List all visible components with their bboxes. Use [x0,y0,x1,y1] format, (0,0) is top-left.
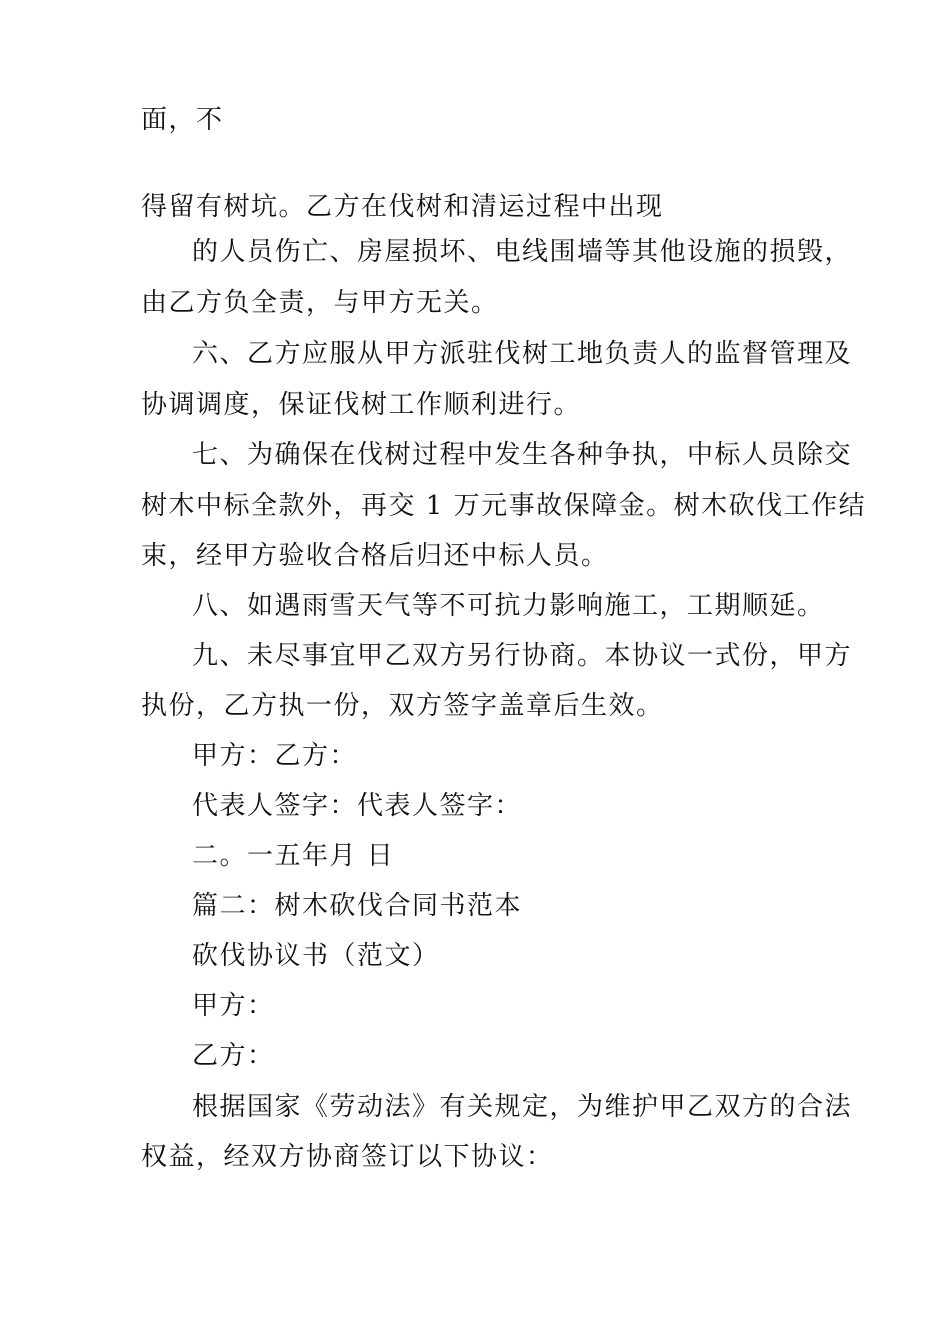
text-line: 得留有树坑。乙方在伐树和清运过程中出现 [141,192,664,222]
text-line-fragment: 面，不 [141,105,224,135]
text-line: 树木中标全款外，再交 1 万元事故保障金。树木砍伐工作结 [141,491,867,521]
preamble-line: 权益，经双方协商签订以下协议： [141,1142,554,1172]
party-b-label: 乙方： [192,1041,275,1071]
text-line: 协调调度，保证伐树工作顺利进行。 [141,390,582,420]
clause-7: 七、为确保在伐树过程中发生各种争执，中标人员除交 [192,440,853,470]
preamble-line: 根据国家《劳动法》有关规定，为维护甲乙双方的合法 [192,1092,853,1122]
text-line: 由乙方负全责，与甲方无关。 [141,288,499,318]
text-line: 执份，乙方执一份，双方签字盖章后生效。 [141,691,664,721]
clause-8: 八、如遇雨雪天气等不可抗力影响施工，工期顺延。 [192,591,825,621]
text-line: 的人员伤亡、房屋损坏、电线围墙等其他设施的损毁， [192,237,853,267]
agreement-title: 砍伐协议书（范文） [192,941,440,971]
clause-9: 九、未尽事宜甲乙双方另行协商。本协议一式份，甲方 [192,641,853,671]
date-line: 二。一五年月 日 [192,841,395,871]
section-title: 篇二：树木砍伐合同书范本 [192,891,523,921]
text-line: 束，经甲方验收合格后归还中标人员。 [141,541,609,571]
party-labels: 甲方：乙方： [192,741,358,771]
party-a-label: 甲方： [192,991,275,1021]
clause-6: 六、乙方应服从甲方派驻伐树工地负责人的监督管理及 [192,339,853,369]
signature-labels: 代表人签字：代表人签字： [192,791,523,821]
